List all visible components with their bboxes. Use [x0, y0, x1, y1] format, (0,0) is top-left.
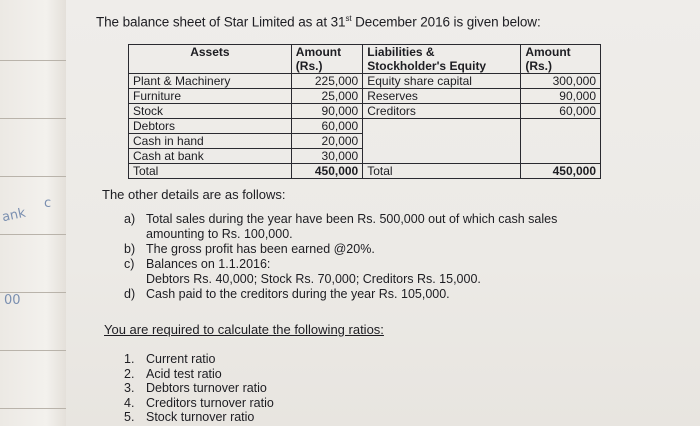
asset-name: Plant & Machinery	[129, 74, 292, 89]
liability-name	[363, 149, 521, 164]
asset-name: Cash at bank	[129, 149, 292, 164]
question-sheet	[66, 0, 700, 426]
asset-name: Debtors	[129, 119, 292, 134]
liability-name	[363, 134, 521, 149]
asset-amount: 225,000	[291, 74, 362, 89]
asset-amount: 60,000	[291, 119, 362, 134]
other-details-heading: The other details are as follows:	[102, 187, 286, 202]
margin-scribble: c	[44, 196, 52, 211]
table-row	[129, 104, 601, 119]
liability-amount	[521, 134, 601, 149]
ratio-item: 2. Acid test ratio	[124, 366, 222, 381]
asset-total-label: Total	[129, 164, 292, 179]
liability-amount-header: Amount (Rs.)	[521, 45, 601, 74]
adjacent-notebook-page	[0, 0, 67, 426]
liability-amount: 300,000	[521, 74, 601, 89]
table-header-row	[129, 45, 601, 74]
liability-name: Reserves	[363, 89, 521, 104]
liability-name: Equity share capital	[363, 74, 521, 89]
assets-header: Assets	[129, 45, 292, 74]
table-row	[129, 149, 601, 164]
table-row	[129, 74, 601, 89]
ratio-item: 5. Stock turnover ratio	[124, 410, 255, 424]
asset-name: Stock	[129, 104, 292, 119]
instruction-text: You are required to calculate the following ratios:	[104, 322, 384, 337]
details-list	[124, 212, 557, 302]
table-row	[129, 119, 601, 134]
ratio-item: 4. Creditors turnover ratio	[124, 395, 274, 410]
total-row	[129, 164, 601, 179]
liability-amount: 90,000	[521, 89, 601, 104]
table-row	[129, 134, 601, 149]
liability-total-label: Total	[363, 164, 521, 179]
liability-name: Creditors	[363, 104, 521, 119]
question-heading: The balance sheet of Star Limited as at 31st December 2016 is given below:	[96, 14, 541, 30]
liability-amount: 60,000	[521, 104, 601, 119]
balance-sheet-table	[128, 44, 601, 179]
liability-amount	[521, 149, 601, 164]
asset-amount: 25,000	[291, 89, 362, 104]
liability-name	[363, 119, 521, 134]
asset-amount: 30,000	[291, 149, 362, 164]
asset-amount-header: Amount (Rs.)	[291, 45, 362, 74]
liabilities-header: Liabilities & Stockholder's Equity	[363, 45, 521, 74]
detail-item: d) Cash paid to the creditors during the year Rs. 105,000.	[124, 287, 450, 301]
ratios-list	[124, 352, 274, 425]
asset-total-amount: 450,000	[291, 164, 362, 179]
margin-scribble: ank	[0, 205, 28, 226]
asset-amount: 20,000	[291, 134, 362, 149]
liability-amount	[521, 119, 601, 134]
ratio-item: 3. Debtors turnover ratio	[124, 381, 267, 395]
detail-item: b) The gross profit has been earned @20%.	[124, 242, 375, 256]
liability-total-amount: 450,000	[521, 164, 601, 179]
table-row	[129, 89, 601, 104]
ratio-item: 1. Current ratio	[124, 352, 216, 366]
detail-item: c) Balances on 1.1.2016: Debtors Rs. 40,000; Stock Rs. 70,000; Creditors Rs. 15,000.	[124, 257, 481, 286]
asset-name: Furniture	[129, 89, 292, 104]
detail-item: a) Total sales during the year have been Rs. 500,000 out of which cash sales amounting to Rs. 100,000.	[124, 212, 558, 241]
asset-amount: 90,000	[291, 104, 362, 119]
asset-name: Cash in hand	[129, 134, 292, 149]
margin-scribble: 00	[4, 293, 21, 308]
